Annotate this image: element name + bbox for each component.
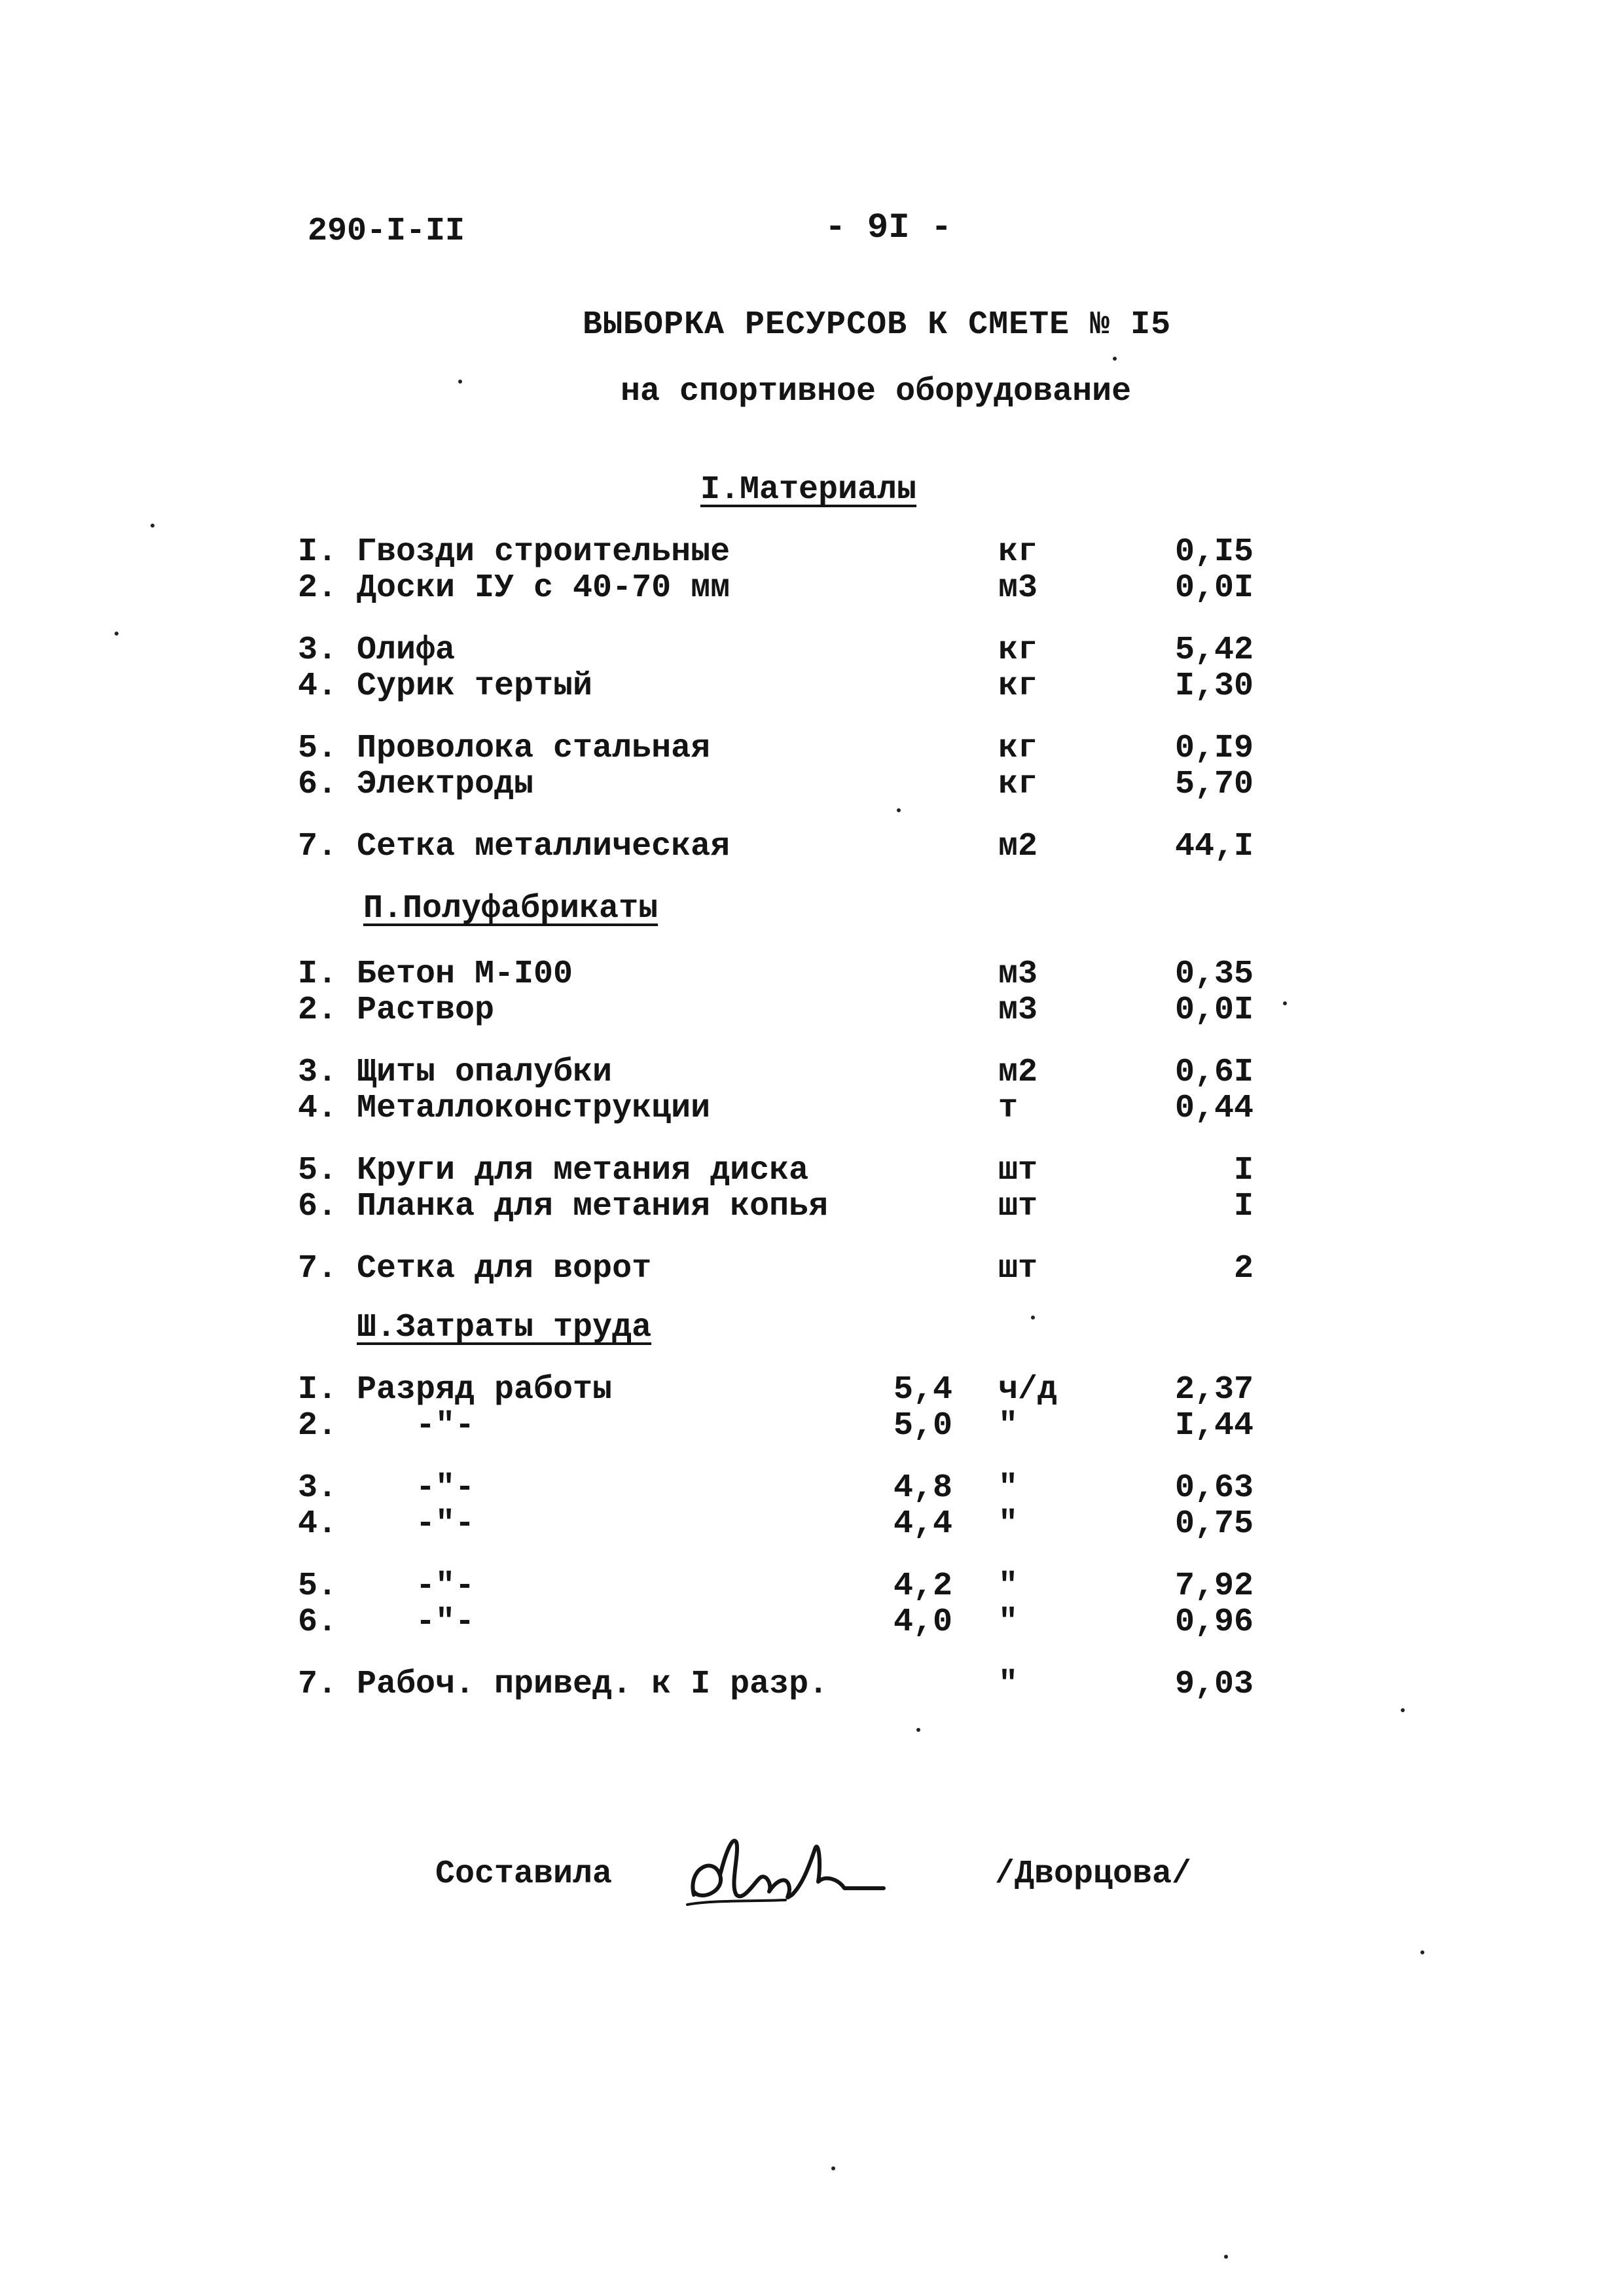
row-unit: " [998,1505,1019,1543]
document-subtitle: на спортивное оборудование [621,373,1132,410]
row-quantity: I [1233,1152,1254,1189]
row-name: Сетка металлическая [357,828,731,865]
table-row [298,1054,1254,1092]
table-row [298,668,1254,706]
compiled-by-label: Составила [435,1856,613,1893]
scan-speck [115,632,118,636]
row-quantity: I,44 [1174,1407,1254,1444]
row-name: -"- [416,1469,475,1507]
row-quantity: 9,03 [1174,1666,1254,1703]
row-number: 4. [298,668,338,705]
section-heading-semi-products: П.Полуфабрикаты [363,890,659,927]
table-row [298,1407,1254,1445]
row-name: Круги для метания диска [357,1152,809,1189]
table-row [298,828,1254,866]
row-number: 2. [298,569,338,607]
row-unit: кг [998,632,1038,669]
scan-speck [1420,1950,1424,1954]
row-quantity: I [1233,1188,1254,1225]
row-number: 3. [298,1054,338,1091]
row-quantity: 0,0I [1174,992,1254,1029]
table-row [298,632,1254,670]
table-row [298,956,1254,994]
table-row [298,533,1254,571]
row-name: Олифа [357,632,456,669]
row-quantity: 0,I5 [1174,533,1254,571]
table-row [298,1152,1254,1190]
row-number: I. [298,956,338,993]
row-quantity: I,30 [1174,668,1254,705]
row-name: Металлоконструкции [357,1090,711,1127]
row-quantity: 7,92 [1174,1568,1254,1605]
scan-speck [1113,357,1117,361]
document-code: 290-I-II [308,213,465,250]
table-row [298,1666,1254,1704]
row-number: 5. [298,730,338,767]
row-unit: " [998,1407,1019,1444]
row-number: 2. [298,992,338,1029]
table-row [298,992,1254,1030]
row-number: 2. [298,1407,338,1444]
row-grade: 5,0 [893,1407,952,1444]
row-name: Раствор [357,992,495,1029]
row-number: 6. [298,1188,338,1225]
row-name: Сетка для ворот [357,1250,652,1287]
row-name: Рабоч. привед. к I разр. [357,1666,829,1703]
row-number: 7. [298,1666,338,1703]
row-number: 3. [298,1469,338,1507]
row-quantity: 44,I [1174,828,1254,865]
scan-speck [1031,1316,1035,1319]
row-name: Проволока стальная [357,730,711,767]
row-unit: кг [998,668,1038,705]
table-row [298,1371,1254,1409]
row-name: Электроды [357,766,534,803]
row-quantity: 2 [1233,1250,1254,1287]
row-number: 4. [298,1505,338,1543]
row-grade: 4,8 [893,1469,952,1507]
row-unit: шт [998,1188,1038,1225]
row-name: Доски IУ с 40-70 мм [357,569,731,607]
scan-speck [1283,1001,1287,1005]
table-row [298,1250,1254,1288]
row-name: -"- [416,1568,475,1605]
row-quantity: 0,75 [1174,1505,1254,1543]
row-number: 5. [298,1152,338,1189]
row-unit: м2 [998,828,1038,865]
table-row [298,1568,1254,1605]
row-unit: шт [998,1152,1038,1189]
row-unit: м2 [998,1054,1038,1091]
row-name: -"- [416,1505,475,1543]
row-quantity: 0,96 [1174,1604,1254,1641]
row-quantity: 0,35 [1174,956,1254,993]
row-number: 3. [298,632,338,669]
row-number: 6. [298,766,338,803]
row-unit: м3 [998,956,1038,993]
row-name: Сурик тертый [357,668,593,705]
table-row [298,730,1254,768]
row-unit: шт [998,1250,1038,1287]
row-grade: 4,0 [893,1604,952,1641]
row-number: 5. [298,1568,338,1605]
table-row [298,766,1254,804]
table-row [298,1090,1254,1128]
row-number: I. [298,533,338,571]
row-unit: м3 [998,992,1038,1029]
section-heading-materials: I.Материалы [700,471,917,509]
row-unit: кг [998,766,1038,803]
row-unit: т [998,1090,1019,1127]
scan-speck [916,1728,920,1732]
row-unit: кг [998,533,1038,571]
scan-speck [151,524,154,528]
row-name: -"- [416,1604,475,1641]
row-quantity: 0,0I [1174,569,1254,607]
row-number: 6. [298,1604,338,1641]
compiled-by-name: /Дворцова/ [995,1856,1192,1893]
row-quantity: 5,70 [1174,766,1254,803]
row-quantity: 2,37 [1174,1371,1254,1408]
row-grade: 4,4 [893,1505,952,1543]
row-name: Щиты опалубки [357,1054,613,1091]
table-row [298,1604,1254,1641]
row-unit: " [998,1568,1019,1605]
scan-speck [897,808,901,812]
row-quantity: 0,6I [1174,1054,1254,1091]
document-title: ВЫБОРКА РЕСУРСОВ К СМЕТЕ № I5 [583,306,1172,344]
row-name: Планка для метания копья [357,1188,829,1225]
row-quantity: 5,42 [1174,632,1254,669]
handwritten-signature [674,1823,897,1921]
row-unit: " [998,1469,1019,1507]
row-unit: м3 [998,569,1038,607]
row-name: Разряд работы [357,1371,613,1408]
row-quantity: 0,63 [1174,1469,1254,1507]
row-name: -"- [416,1407,475,1444]
table-row [298,1505,1254,1543]
page-number: - 9I - [825,208,952,248]
scan-speck [458,380,462,384]
scan-speck [1401,1708,1405,1712]
row-quantity: 0,44 [1174,1090,1254,1127]
row-number: 7. [298,828,338,865]
row-number: I. [298,1371,338,1408]
table-row [298,1188,1254,1226]
row-grade: 5,4 [893,1371,952,1408]
section-heading-labor: Ш.Затраты труда [357,1309,652,1346]
row-unit: " [998,1666,1019,1703]
row-unit: кг [998,730,1038,767]
row-number: 4. [298,1090,338,1127]
row-number: 7. [298,1250,338,1287]
table-row [298,1469,1254,1507]
row-name: Бетон М-I00 [357,956,573,993]
row-quantity: 0,I9 [1174,730,1254,767]
scan-speck [1224,2255,1228,2259]
table-row [298,569,1254,607]
row-unit: " [998,1604,1019,1641]
row-grade: 4,2 [893,1568,952,1605]
row-name: Гвозди строительные [357,533,731,571]
scan-speck [831,2166,835,2170]
row-unit: ч/д [998,1371,1058,1408]
